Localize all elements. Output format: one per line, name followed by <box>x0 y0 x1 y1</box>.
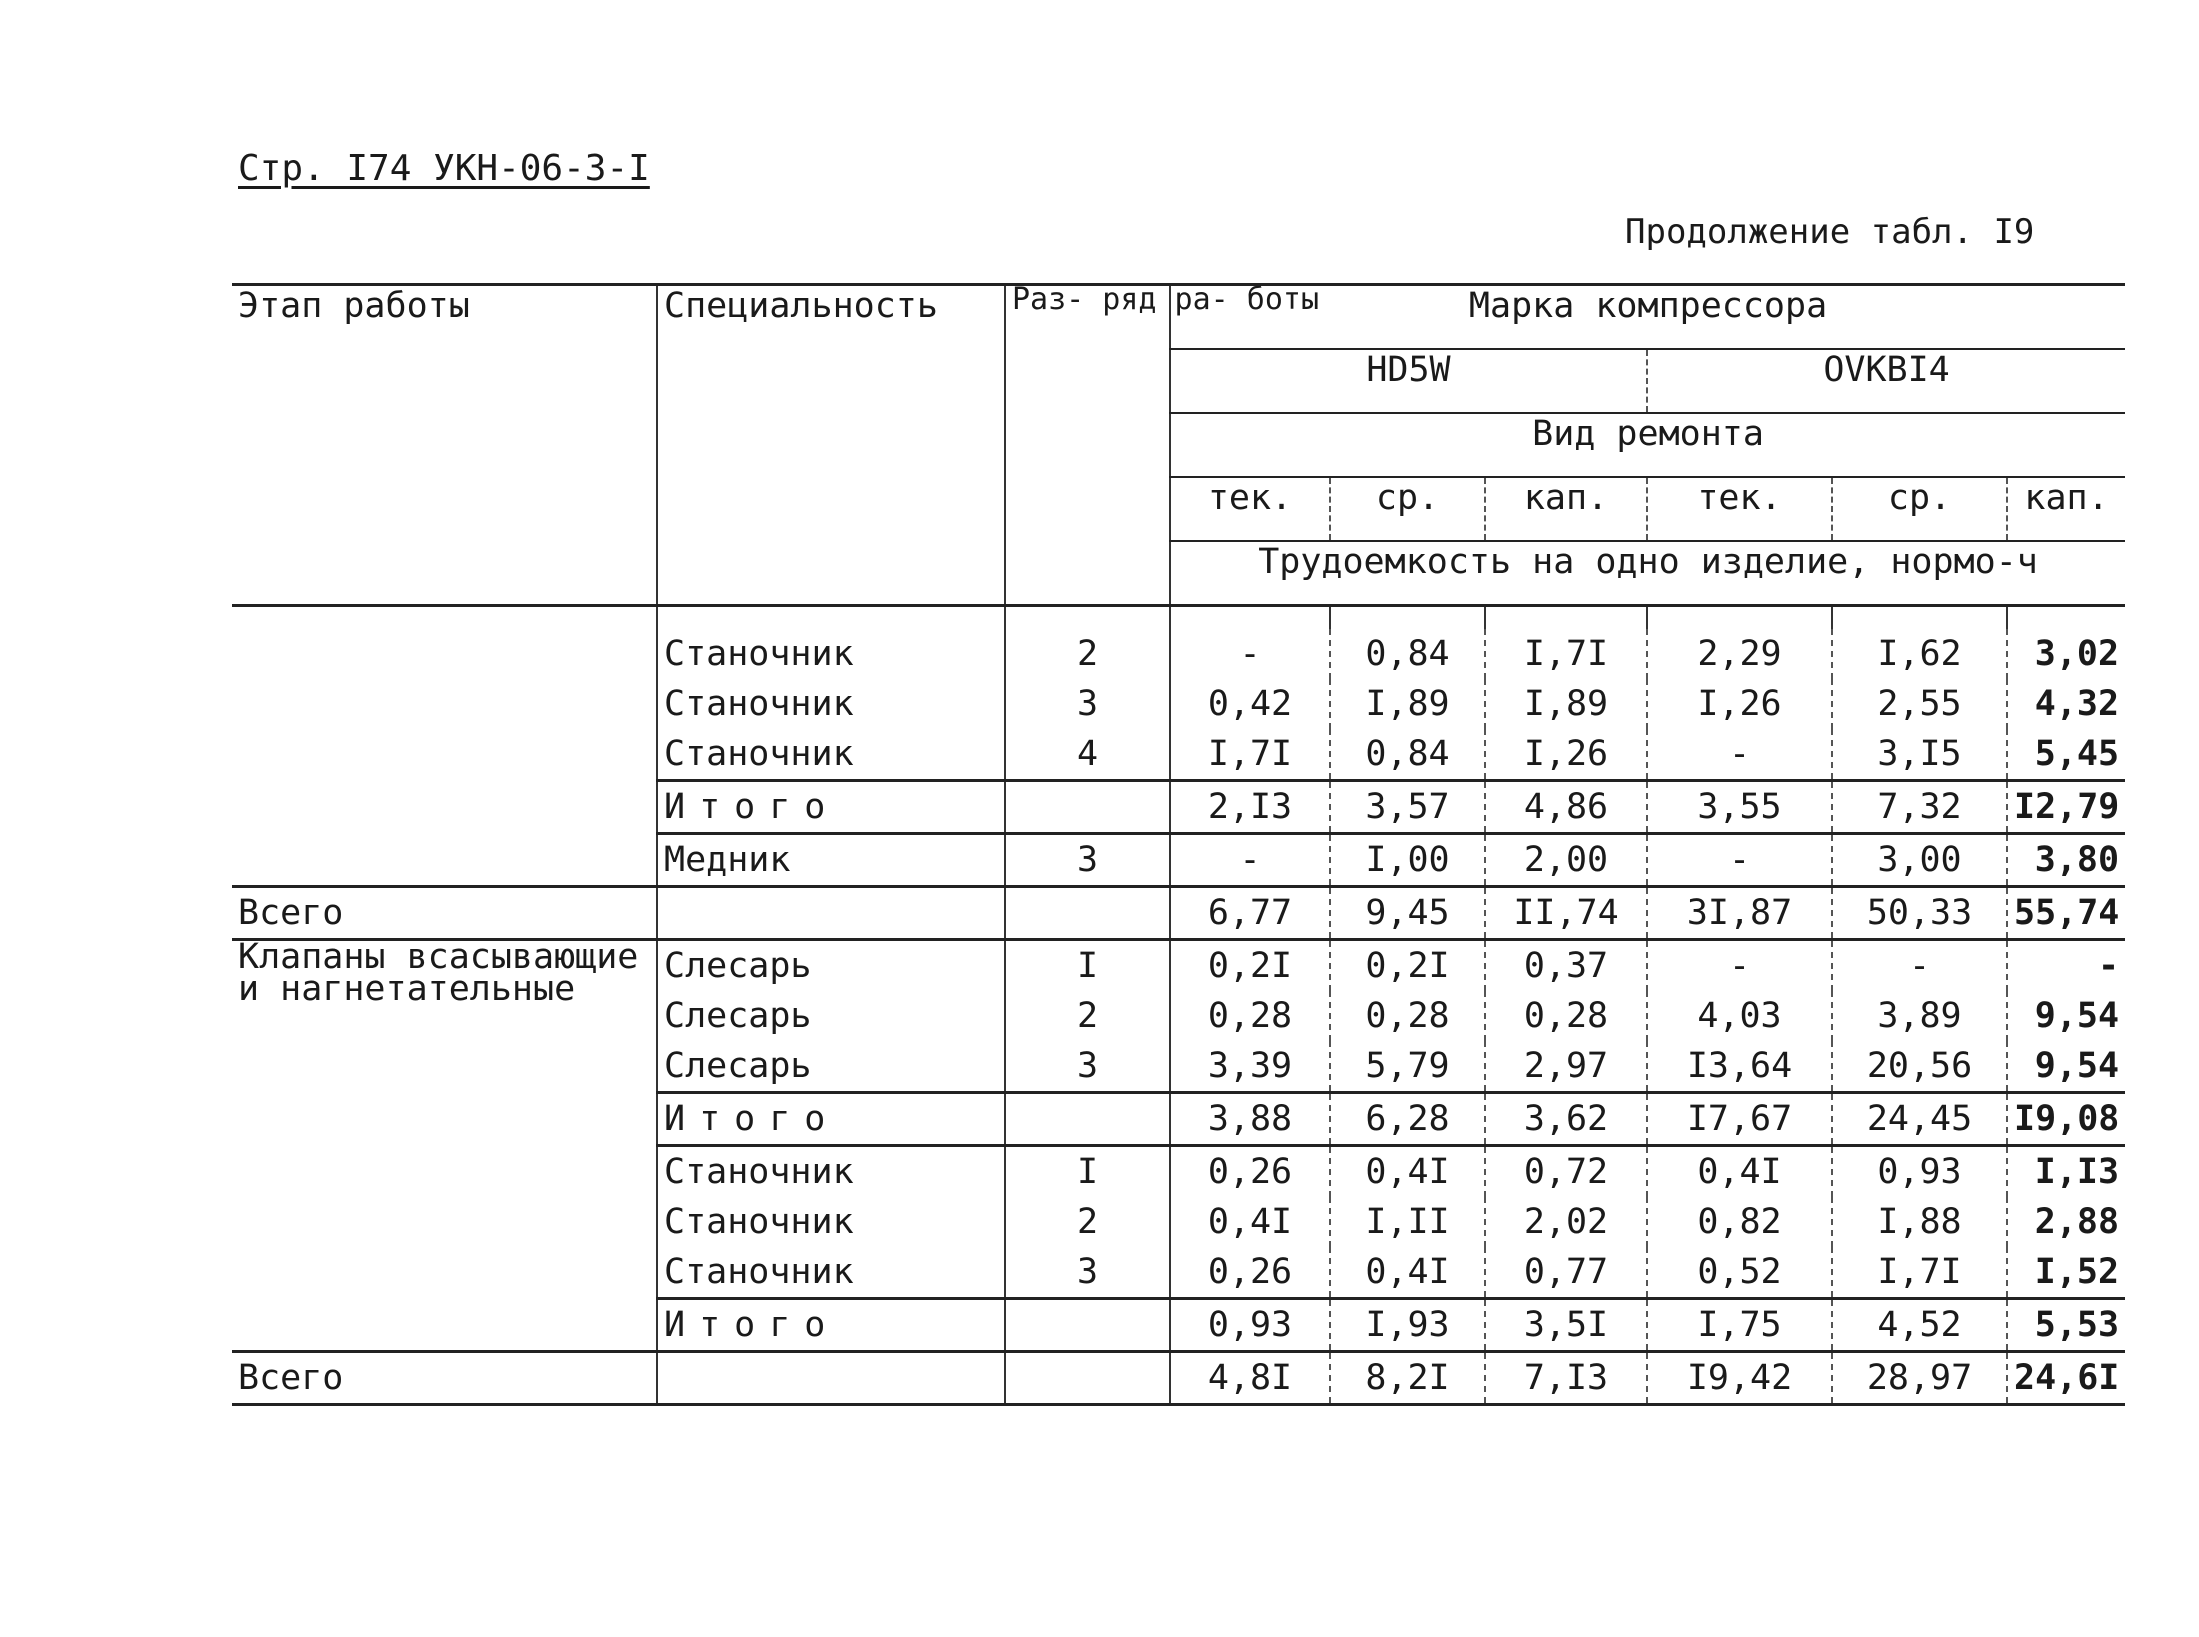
value-cell: 5,53 <box>2007 1299 2125 1352</box>
value-cell: 2,29 <box>1647 629 1832 679</box>
value-cell: 0,37 <box>1485 940 1647 992</box>
rank-cell: 4 <box>1005 729 1170 781</box>
value-cell: 3I,87 <box>1647 887 1832 940</box>
value-cell: 20,56 <box>1832 1041 2007 1093</box>
value-cell: - <box>1647 940 1832 992</box>
spacer-cell <box>1330 606 1485 630</box>
rank-cell <box>1005 781 1170 834</box>
spacer-cell <box>232 606 657 630</box>
value-cell: 0,28 <box>1485 991 1647 1041</box>
value-cell: 2,I3 <box>1170 781 1330 834</box>
total-row <box>232 1352 2125 1405</box>
value-cell: 6,77 <box>1170 887 1330 940</box>
specialty-cell: Слесарь <box>657 1041 1005 1093</box>
header-repair-type: ср. <box>1330 477 1485 541</box>
header-rank: Раз- ряд ра- боты <box>1005 285 1170 606</box>
value-cell: I7,67 <box>1647 1093 1832 1146</box>
value-cell: 4,52 <box>1832 1299 2007 1352</box>
value-cell: 6,28 <box>1330 1093 1485 1146</box>
specialty-cell: Станочник <box>657 1197 1005 1247</box>
value-cell: I,II <box>1330 1197 1485 1247</box>
spacer-cell <box>2007 606 2125 630</box>
value-cell: 3,88 <box>1170 1093 1330 1146</box>
stage-cell <box>232 629 657 887</box>
specialty-cell <box>657 887 1005 940</box>
value-cell: 9,54 <box>2034 996 2120 1036</box>
value-cell: 50,33 <box>1832 887 2007 940</box>
value-cell: I,62 <box>1832 629 2007 679</box>
header-specialty: Специальность <box>657 285 1005 606</box>
value-cell: 0,4I <box>1330 1146 1485 1198</box>
value-cell: 0,84 <box>1330 629 1485 679</box>
value-cell: 3,55 <box>1647 781 1832 834</box>
total-row <box>232 887 2125 940</box>
value-cell: II,74 <box>1485 887 1647 940</box>
specialty-cell: Станочник <box>657 1247 1005 1299</box>
specialty-cell: Станочник <box>657 729 1005 781</box>
value-cell: 0,52 <box>1647 1247 1832 1299</box>
value-cell: I,26 <box>1485 729 1647 781</box>
value-cell: 4,32 <box>2034 684 2120 724</box>
spacer-cell <box>657 606 1005 630</box>
value-cell: 28,97 <box>1832 1352 2007 1405</box>
stage-cell: Всего <box>232 887 657 940</box>
header-repair-type: кап. <box>2007 477 2125 541</box>
header-brand: Марка компрессора <box>1170 285 2125 350</box>
rank-cell: 3 <box>1005 679 1170 729</box>
stage-cell: Всего <box>232 1352 657 1405</box>
value-cell: 0,28 <box>1170 991 1330 1041</box>
value-cell: 3,5I <box>1485 1299 1647 1352</box>
value-cell: I,7I <box>1170 729 1330 781</box>
value-cell: 7,I3 <box>1485 1352 1647 1405</box>
value-cell: I,75 <box>1647 1299 1832 1352</box>
header-repair-type: тек. <box>1170 477 1330 541</box>
value-cell: 0,4I <box>1330 1247 1485 1299</box>
header-labor: Трудоемкость на одно изделие, нормо-ч <box>1170 541 2125 606</box>
value-cell: 24,6I <box>2007 1352 2125 1405</box>
value-cell: 8,2I <box>1330 1352 1485 1405</box>
value-cell: 5,45 <box>2034 734 2120 774</box>
specialty-cell <box>657 1352 1005 1405</box>
table-row <box>232 940 2125 992</box>
value-cell: - <box>1170 629 1330 679</box>
value-cell: 0,84 <box>1330 729 1485 781</box>
value-cell: 2,55 <box>1832 679 2007 729</box>
value-cell: 55,74 <box>2007 887 2125 940</box>
rank-cell: 2 <box>1005 991 1170 1041</box>
value-cell: 3,02 <box>2034 634 2120 674</box>
specialty-cell: Слесарь <box>657 940 1005 992</box>
value-cell: I,26 <box>1647 679 1832 729</box>
value-cell: I,7I <box>1485 629 1647 679</box>
value-cell: 24,45 <box>1832 1093 2007 1146</box>
rank-cell: I <box>1005 1146 1170 1198</box>
header-repair-type: тек. <box>1647 477 1832 541</box>
value-cell: 0,4I <box>1647 1146 1832 1198</box>
value-cell: 3,62 <box>1485 1093 1647 1146</box>
value-cell: - <box>1647 729 1832 781</box>
value-cell: 0,2I <box>1330 940 1485 992</box>
table-body <box>232 606 2125 1405</box>
value-cell: I,I3 <box>2007 1146 2125 1198</box>
specialty-cell: Итого <box>657 1093 1005 1146</box>
specialty-cell: Станочник <box>657 629 1005 679</box>
rank-cell: 3 <box>1005 1247 1170 1299</box>
rank-cell <box>1005 1352 1170 1405</box>
value-cell: 0,82 <box>1647 1197 1832 1247</box>
value-cell: 9,54 <box>2034 1046 2120 1086</box>
table-row <box>232 629 2125 679</box>
rank-cell: 2 <box>1005 1197 1170 1247</box>
spacer-cell <box>1005 606 1170 630</box>
value-cell: 3,00 <box>1832 834 2007 887</box>
value-cell: 5,79 <box>1330 1041 1485 1093</box>
value-cell: I,88 <box>1832 1197 2007 1247</box>
specialty-cell: Итого <box>657 781 1005 834</box>
value-cell: 3,80 <box>2007 834 2125 887</box>
specialty-cell: Станочник <box>657 1146 1005 1198</box>
value-cell: I,7I <box>1832 1247 2007 1299</box>
value-cell: I9,08 <box>2007 1093 2125 1146</box>
table-continuation-label: Продолжение табл. I9 <box>1625 212 2035 252</box>
value-cell: 0,93 <box>1832 1146 2007 1198</box>
header-repair-type: кап. <box>1485 477 1647 541</box>
labor-table <box>232 283 2125 1406</box>
value-cell: I9,42 <box>1647 1352 1832 1405</box>
header-repair-type: ср. <box>1832 477 2007 541</box>
value-cell: 2,97 <box>1485 1041 1647 1093</box>
stage-cell: Клапаны всасывающие и нагнетательные <box>232 940 657 1352</box>
value-cell: 3,I5 <box>1832 729 2007 781</box>
value-cell: - <box>1832 940 2007 992</box>
value-cell: 2,02 <box>1485 1197 1647 1247</box>
value-cell: 9,45 <box>1330 887 1485 940</box>
spacer-cell <box>1170 606 1330 630</box>
header-stage: Этап работы <box>232 285 657 606</box>
rank-cell: 3 <box>1005 834 1170 887</box>
specialty-cell: Итого <box>657 1299 1005 1352</box>
value-cell: 0,72 <box>1485 1146 1647 1198</box>
value-cell: 4,03 <box>1647 991 1832 1041</box>
value-cell: 0,26 <box>1170 1247 1330 1299</box>
value-cell: I,89 <box>1485 679 1647 729</box>
header-repair-kind: Вид ремонта <box>1170 413 2125 477</box>
value-cell: 4,86 <box>1485 781 1647 834</box>
value-cell: 0,26 <box>1170 1146 1330 1198</box>
value-cell: - <box>1647 834 1832 887</box>
value-cell: 2,88 <box>2034 1202 2120 1242</box>
value-cell: I,93 <box>1330 1299 1485 1352</box>
value-cell: I,52 <box>2034 1252 2120 1292</box>
rank-cell: 2 <box>1005 629 1170 679</box>
rank-cell: 3 <box>1005 1041 1170 1093</box>
value-cell: 0,2I <box>1170 940 1330 992</box>
spacer-cell <box>1485 606 1647 630</box>
value-cell: 2,00 <box>1485 834 1647 887</box>
value-cell: 3,57 <box>1330 781 1485 834</box>
value-cell: 0,77 <box>1485 1247 1647 1299</box>
value-cell: I3,64 <box>1647 1041 1832 1093</box>
spacer-cell <box>1832 606 2007 630</box>
value-cell: I,89 <box>1330 679 1485 729</box>
rank-cell <box>1005 1299 1170 1352</box>
rank-cell <box>1005 1093 1170 1146</box>
value-cell: I,00 <box>1330 834 1485 887</box>
rank-cell: I <box>1005 940 1170 992</box>
spacer-cell <box>1647 606 1832 630</box>
header-model-2: OVKBI4 <box>1647 349 2125 413</box>
value-cell: 0,42 <box>1170 679 1330 729</box>
value-cell: 7,32 <box>1832 781 2007 834</box>
value-cell: 0,28 <box>1330 991 1485 1041</box>
specialty-cell: Станочник <box>657 679 1005 729</box>
value-cell: 3,39 <box>1170 1041 1330 1093</box>
specialty-cell: Слесарь <box>657 991 1005 1041</box>
rank-cell <box>1005 887 1170 940</box>
value-cell: - <box>2007 940 2125 992</box>
value-cell: - <box>1170 834 1330 887</box>
value-cell: 4,8I <box>1170 1352 1330 1405</box>
value-cell: 0,93 <box>1170 1299 1330 1352</box>
value-cell: I2,79 <box>2007 781 2125 834</box>
specialty-cell: Медник <box>657 834 1005 887</box>
value-cell: 0,4I <box>1170 1197 1330 1247</box>
value-cell: 3,89 <box>1832 991 2007 1041</box>
header-model-1: HD5W <box>1170 349 1647 413</box>
page-reference: Стр. I74 УКН-06-3-I <box>238 148 650 189</box>
